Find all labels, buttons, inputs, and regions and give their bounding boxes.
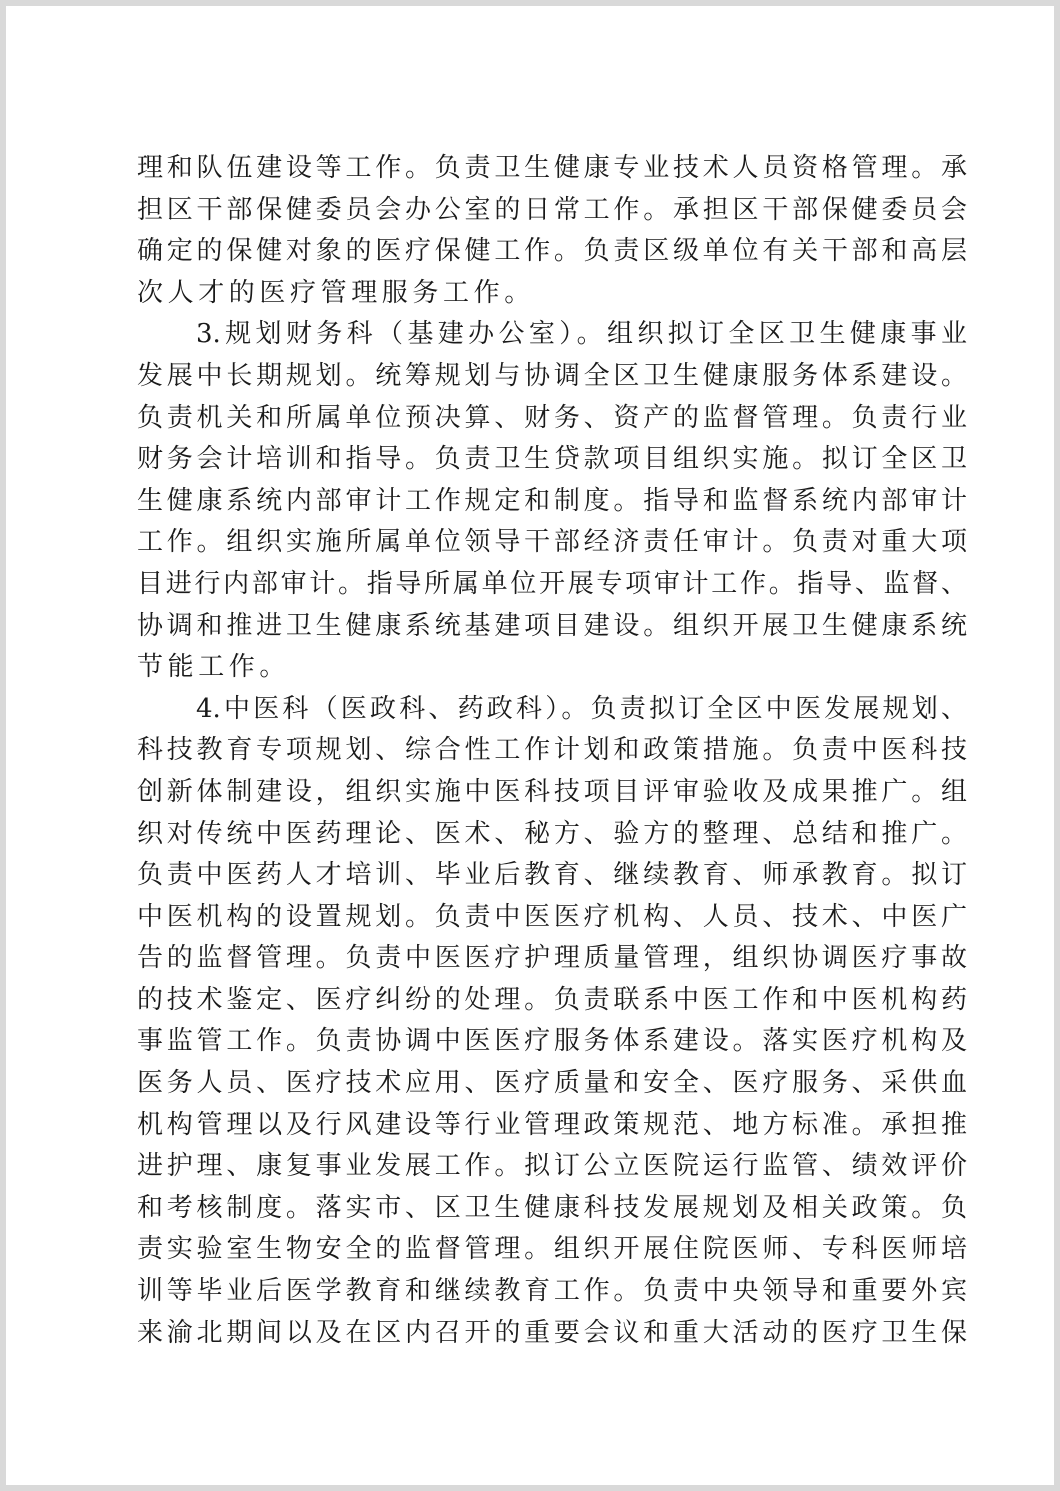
text-line: 创新体制建设，组织实施中医科技项目评审验收及成果推广。组 xyxy=(137,776,967,807)
text-line: 发展中长期规划。统筹规划与协调全区卫生健康服务体系建设。 xyxy=(137,360,967,391)
text-line: 3.规划财务科（基建办公室）。组织拟订全区卫生健康事业 xyxy=(196,319,967,350)
text-line: 和考核制度。落实市、区卫生健康科技发展规划及相关政策。负 xyxy=(137,1192,967,1223)
text-line: 确定的保健对象的医疗保健工作。负责区级单位有关干部和高层 xyxy=(137,236,967,267)
text-line: 事监管工作。负责协调中医医疗服务体系建设。落实医疗机构及 xyxy=(137,1026,967,1057)
text-line: 次人才的医疗管理服务工作。 xyxy=(137,277,535,308)
text-line: 协调和推进卫生健康系统基建项目建设。组织开展卫生健康系统 xyxy=(137,610,967,641)
text-line: 来渝北期间以及在区内召开的重要会议和重大活动的医疗卫生保 xyxy=(137,1317,967,1348)
paragraph-planning-finance xyxy=(137,314,967,688)
text-line: 财务会计培训和指导。负责卫生贷款项目组织实施。拟订全区卫 xyxy=(137,444,967,475)
text-line: 担区干部保健委员会办公室的日常工作。承担区干部保健委员会 xyxy=(137,194,967,225)
document-page xyxy=(6,6,1054,1485)
text-line: 医务人员、医疗技术应用、医疗质量和安全、医疗服务、采供血 xyxy=(137,1068,967,1099)
text-line: 科技教育专项规划、综合性工作计划和政策措施。负责中医科技 xyxy=(137,735,967,766)
text-line: 4.中医科（医政科、药政科）。负责拟订全区中医发展规划、 xyxy=(196,693,967,724)
text-line: 目进行内部审计。指导所属单位开展专项审计工作。指导、监督、 xyxy=(137,568,967,599)
document-body xyxy=(137,148,967,1354)
text-line: 责实验室生物安全的监督管理。组织开展住院医师、专科医师培 xyxy=(137,1234,967,1265)
text-line: 的技术鉴定、医疗纠纷的处理。负责联系中医工作和中医机构药 xyxy=(137,984,967,1015)
text-line: 中医机构的设置规划。负责中医医疗机构、人员、技术、中医广 xyxy=(137,901,967,932)
text-line: 工作。组织实施所属单位领导干部经济责任审计。负责对重大项 xyxy=(137,527,967,558)
text-line: 理和队伍建设等工作。负责卫生健康专业技术人员资格管理。承 xyxy=(137,153,967,183)
text-line: 生健康系统内部审计工作规定和制度。指导和监督系统内部审计 xyxy=(137,485,967,516)
text-line: 织对传统中医药理论、医术、秘方、验方的整理、总结和推广。 xyxy=(137,818,967,849)
text-line: 进护理、康复事业发展工作。拟订公立医院运行监管、绩效评价 xyxy=(137,1151,967,1182)
text-line: 负责中医药人才培训、毕业后教育、继续教育、师承教育。拟订 xyxy=(137,860,967,891)
paragraph-continuation xyxy=(137,148,967,314)
paragraph-tcm xyxy=(137,689,967,1355)
text-line: 告的监督管理。负责中医医疗护理质量管理，组织协调医疗事故 xyxy=(137,943,967,974)
text-line: 训等毕业后医学教育和继续教育工作。负责中央领导和重要外宾 xyxy=(137,1276,967,1307)
text-line: 机构管理以及行风建设等行业管理政策规范、地方标准。承担推 xyxy=(137,1109,967,1140)
text-line: 负责机关和所属单位预决算、财务、资产的监督管理。负责行业 xyxy=(137,402,967,433)
text-line: 节能工作。 xyxy=(137,652,291,683)
